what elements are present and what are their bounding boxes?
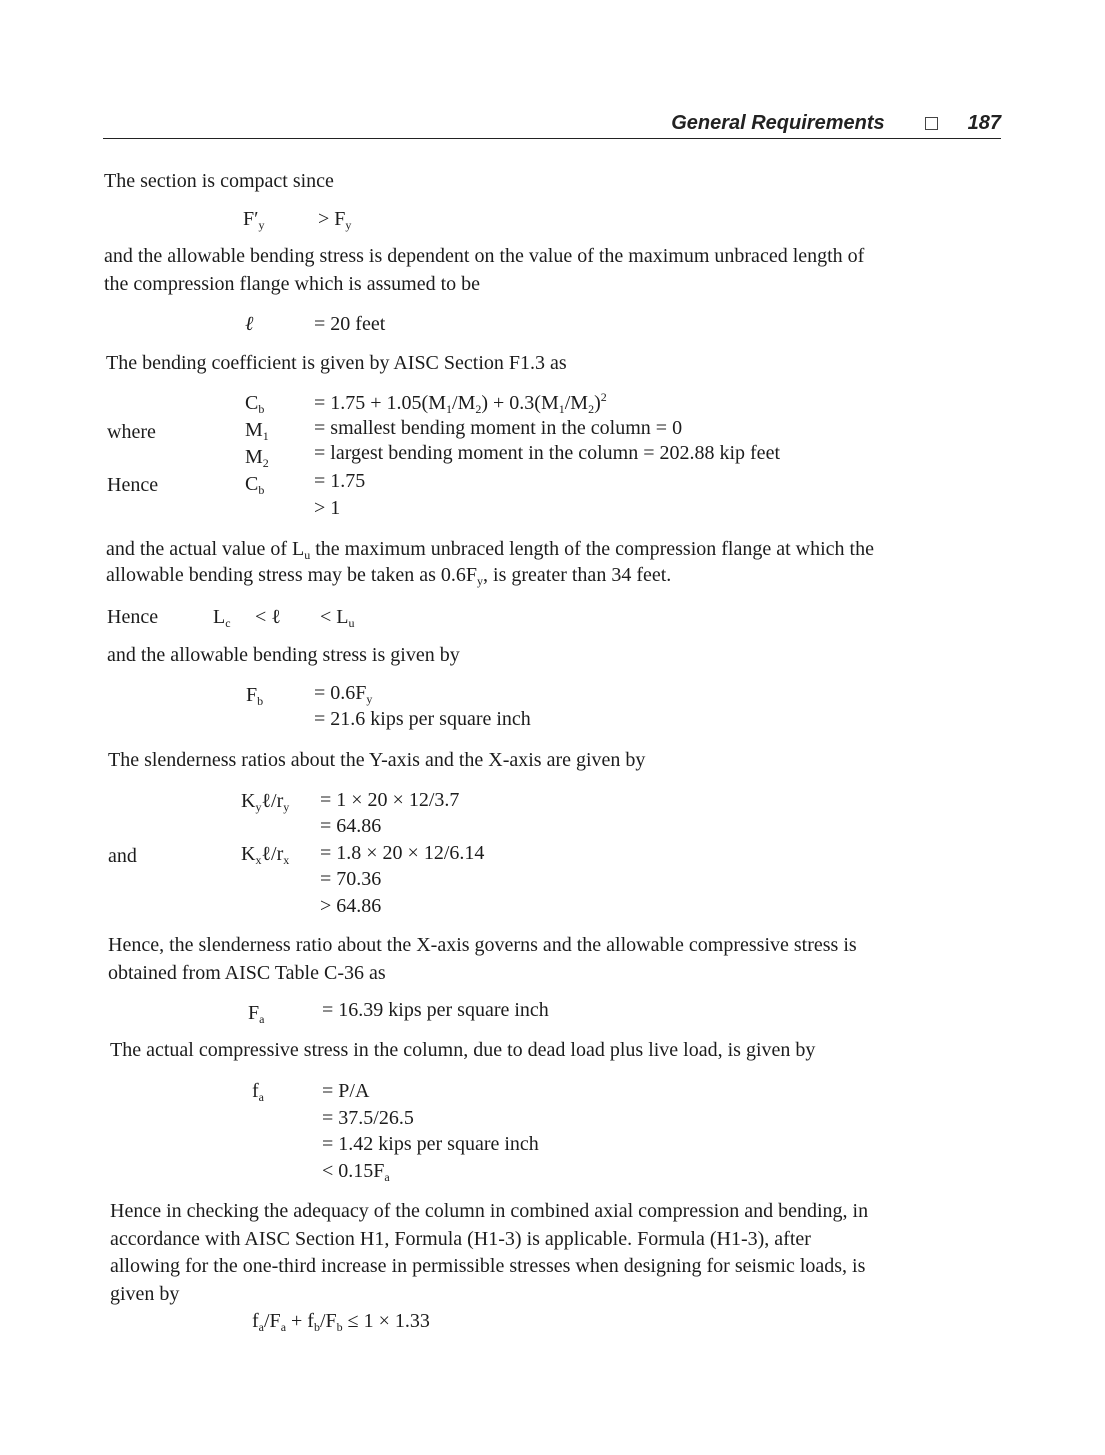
para-lu-1: and the actual value of $L_u$ the maximum unbraced length of the compression flange at which the: [106, 538, 874, 562]
para-slenderness: The slenderness ratios about the Y-axis and the X-axis are given by: [108, 749, 646, 771]
m1-lhs: $M_1$: [245, 419, 269, 443]
para-bending-1: and the allowable bending stress is dependent on the value of the maximum unbraced length of: [104, 245, 865, 267]
fa-actual-2: = 37.5/26.5: [322, 1107, 414, 1129]
fb-rhs-1: = $0.6F_y$: [314, 682, 373, 706]
kxl-rx-value: = 70.36: [320, 868, 382, 890]
label-hence: Hence: [107, 474, 159, 496]
running-header: [671, 112, 1001, 135]
m2-rhs: = largest bending moment in the column = 202.88 kip feet: [314, 442, 780, 464]
cb-gt-one: > 1: [314, 497, 341, 519]
header-title: General Requirements: [671, 112, 885, 134]
para-actual-stress: The actual compressive stress in the column, due to dead load plus live load, is given by: [110, 1039, 816, 1061]
lt-l: < ℓ: [255, 606, 281, 628]
fb-lhs: $F_b$: [246, 684, 264, 708]
para-bending-2: the compression flange which is assumed to be: [104, 273, 481, 295]
kyl-ry-value: = 64.86: [320, 815, 382, 837]
para-coefficient: The bending coefficient is given by AISC Section F1.3 as: [106, 352, 567, 374]
cb-value-rhs: = 1.75: [314, 470, 366, 492]
label-and: and: [108, 845, 137, 867]
kyl-ry-rhs: = 1 × 20 × 12/3.7: [320, 789, 460, 811]
label-where: where: [107, 421, 156, 443]
eq-fy-prime-rhs: > $F_y$: [318, 208, 352, 232]
para-compact: The section is compact since: [104, 170, 334, 192]
cb-formula: = $1.75 + 1.05(M_1/M_2) + 0.3(M_1/M_2)^2$: [314, 390, 607, 416]
para-lu-2: allowable bending stress may be taken as $0.6F_y$, is greater than 34 feet.: [106, 564, 672, 588]
fa-actual-lhs: $f_a$: [252, 1080, 264, 1104]
m2-lhs: $M_2$: [245, 446, 269, 470]
header-rule: [103, 138, 1001, 139]
label-hence-2: Hence: [107, 606, 159, 628]
para-adequacy-2: accordance with AISC Section H1, Formula (H1-3) is applicable. Formula (H1-3), after: [110, 1228, 811, 1250]
para-governs-2: obtained from AISC Table C-36 as: [108, 962, 386, 984]
para-governs-1: Hence, the slenderness ratio about the X-axis governs and the allowable compressive stress is: [108, 934, 857, 956]
fa-lhs: $F_a$: [248, 1002, 265, 1026]
m1-rhs: = smallest bending moment in the column = 0: [314, 417, 683, 439]
para-adequacy-3: allowing for the one-third increase in permissible stresses when designing for seismic loads, is: [110, 1255, 866, 1277]
para-fb-intro: and the allowable bending stress is given by: [107, 644, 460, 666]
fa-actual-3: = 1.42 kips per square inch: [322, 1133, 539, 1155]
fa-actual-4: < $0.15F_a$: [322, 1160, 390, 1184]
eq-fy-prime-lhs: $F'_y$: [243, 208, 265, 232]
interaction-formula: $f_a/F_a + f_b/F_b \le 1 \times 1.33$: [252, 1310, 430, 1334]
lt-lu: < $L_u$: [320, 606, 355, 630]
eq-l-rhs: = 20 feet: [314, 313, 386, 335]
cb-value-lhs: $C_b$: [245, 473, 265, 497]
square-bullet-icon: [925, 117, 938, 130]
kxl-rx-lhs: $K_x\ell/r_x$: [241, 843, 290, 867]
kyl-ry-lhs: $K_y\ell/r_y$: [241, 790, 290, 814]
fa-rhs: = 16.39 kips per square inch: [322, 999, 549, 1021]
eq-l-lhs: ℓ: [245, 313, 254, 335]
kxl-rx-rhs: = 1.8 × 20 × 12/6.14: [320, 842, 485, 864]
kxl-rx-gt: > 64.86: [320, 895, 382, 917]
fb-rhs-2: = 21.6 kips per square inch: [314, 708, 531, 730]
para-adequacy-1: Hence in checking the adequacy of the column in combined axial compression and bending, in: [110, 1200, 869, 1222]
para-adequacy-4: given by: [110, 1283, 180, 1305]
page-number: 187: [967, 112, 1001, 134]
lc: $L_c$: [213, 606, 231, 630]
fa-actual-1: = P/A: [322, 1080, 370, 1102]
cb-lhs: $C_b$: [245, 392, 265, 416]
